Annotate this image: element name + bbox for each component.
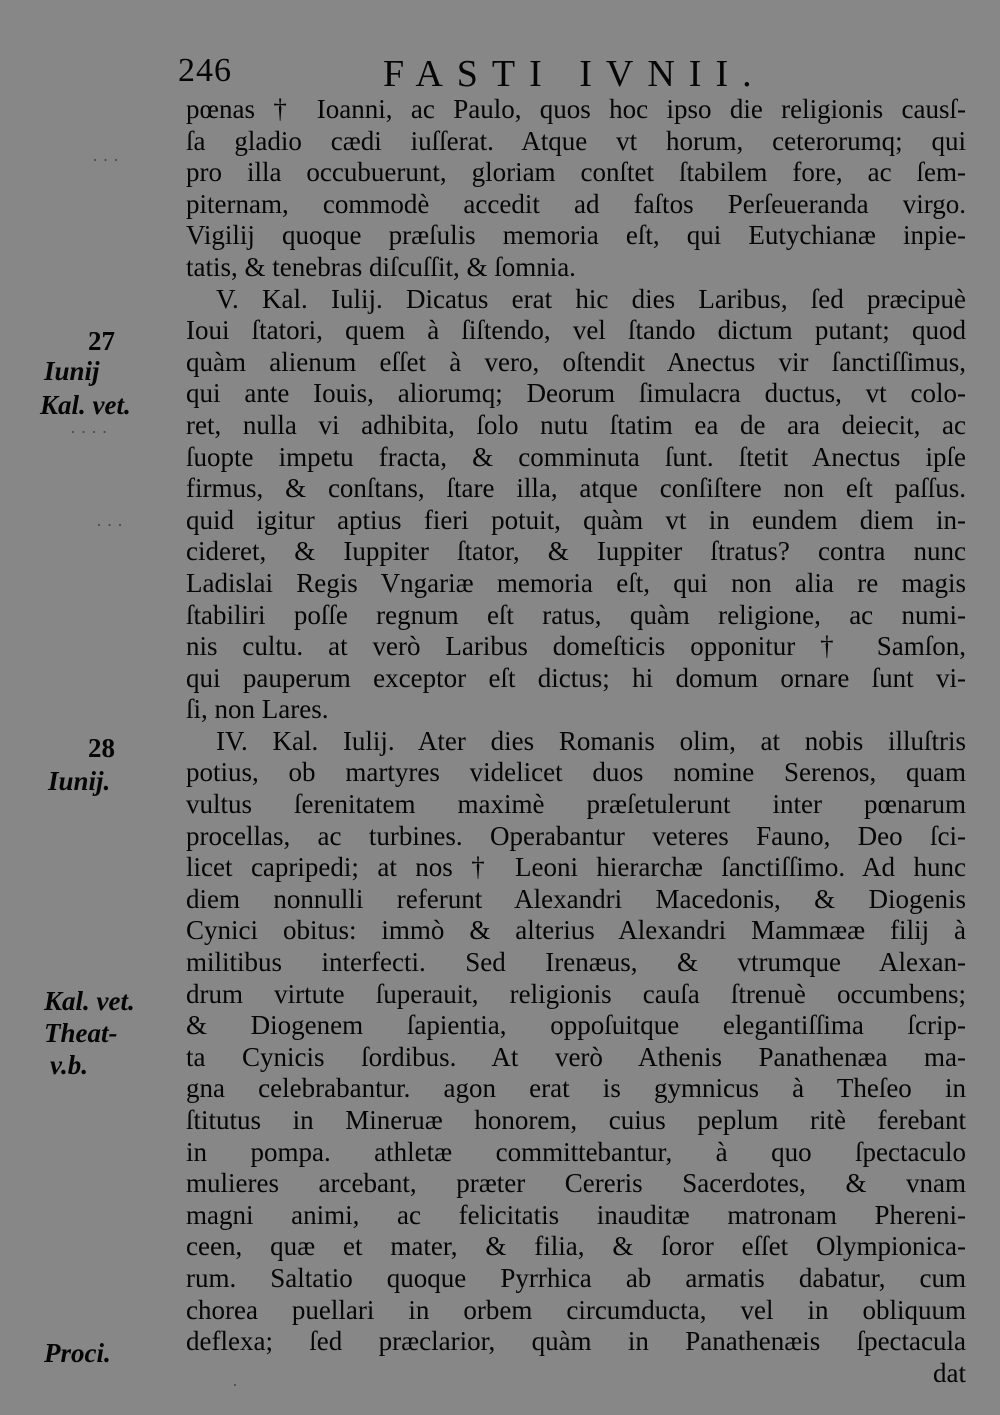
print-speck: · · · · — [70, 422, 108, 442]
text-line: firmus, & conſtans, ſtare illa, atque conſiſtere non eſt paſſus. — [186, 473, 966, 504]
margin-proci: Proci. — [44, 1338, 111, 1368]
margin-month-28: Iunij. — [48, 766, 111, 796]
margin-month-27: Iunij — [44, 356, 100, 386]
text-line: magni animi, ac felicitatis inauditæ matronam Phereni- — [186, 1199, 966, 1230]
margin-kal-vet-2: Kal. vet. — [44, 986, 135, 1016]
text-line: militibus interfecti. Sed Irenæus, & vtrumque Alexan- — [186, 947, 966, 978]
text-line: licet capripedi; at nos † Leoni hierarchæ ſanctiſſimo. Ad hunc — [186, 852, 966, 883]
body-text — [186, 94, 966, 1389]
text-line: ſa gladio cædi iuſſerat. Atque vt horum, ceterorumq; qui — [186, 125, 966, 156]
text-line: Ladislai Regis Vngariæ memoria eſt, qui non alia re magis — [186, 567, 966, 598]
text-line: quid igitur aptius fieri potuit, quàm vt in eundem diem in- — [186, 504, 966, 535]
text-line: ſi, non Lares. — [186, 694, 329, 725]
print-speck: · · · — [96, 515, 123, 535]
text-line: cideret, & Iuppiter ſtator, & Iuppiter ſtratus? contra nunc — [186, 536, 966, 567]
margin-kal-vet-1: Kal. vet. — [40, 390, 131, 420]
paragraph-start-line: IV. Kal. Iulij. Ater dies Romanis olim, at nobis illuſtris — [216, 725, 966, 756]
page-header — [178, 52, 968, 96]
margin-theat: Theat- — [44, 1018, 118, 1048]
text-line: mulieres arcebant, præter Cereris Sacerdotes, & vnam — [186, 1168, 966, 1199]
text-line: ceen, quæ et mater, & filia, & ſoror eſſet Olympionica- — [186, 1231, 966, 1262]
text-line: ſtabiliri poſſe regnum eſt ratus, quàm religione, ac numi- — [186, 599, 966, 630]
text-line: ta Cynicis ſordibus. At verò Athenis Panathenæa ma- — [186, 1041, 966, 1072]
paragraph-start-line: V. Kal. Iulij. Dicatus erat hic dies Laribus, ſed præcipuè — [216, 283, 966, 314]
margin-vb: v.b. — [50, 1050, 88, 1080]
print-speck: · — [232, 1375, 238, 1395]
running-title: FASTI IVNII. — [383, 53, 766, 95]
text-line: in pompa. athletæ committebantur, à quo ſpectaculo — [186, 1136, 966, 1167]
page-number: 246 — [178, 52, 232, 89]
text-line: & Diogenem ſapientia, oppoſuitque elegantiſſima ſcrip- — [186, 1010, 966, 1041]
text-line: ret, nulla vi adhibita, ſolo nutu ſtatim ea de ara deiecit, ac — [186, 409, 966, 440]
text-line: piternam, commodè accedit ad faſtos Perſeueranda virgo. — [186, 188, 966, 219]
text-line: pœnas † Ioanni, ac Paulo, quos hoc ipso die religionis causſ- — [186, 94, 966, 124]
text-line: ſuopte impetu fracta, & comminuta ſunt. ſtetit Anectus ipſe — [186, 441, 966, 472]
text-line: chorea puellari in orbem circumducta, vel in obliquum — [186, 1294, 966, 1325]
text-line: quàm alienum eſſet à vero, oſtendit Anectus vir ſanctiſſimus, — [186, 346, 966, 377]
text-line: diem nonnulli referunt Alexandri Macedonis, & Diogenis — [186, 883, 966, 914]
print-speck: · · · — [92, 150, 119, 170]
text-line: procellas, ac turbines. Operabantur veteres Fauno, Deo ſci- — [186, 820, 966, 851]
text-line: qui ante Iouis, aliorumq; Deorum ſimulacra ductus, vt colo- — [186, 378, 966, 409]
margin-date-28: 28 — [88, 733, 115, 763]
text-line: Cynici obitus: immò & alterius Alexandri Mammææ filij à — [186, 915, 966, 946]
text-line: qui pauperum exceptor eſt dictus; hi domum ornare ſunt vi- — [186, 662, 966, 693]
text-line: vultus ſerenitatem maximè præſetulerunt inter pœnarum — [186, 789, 966, 820]
text-line: pro illa occubuerunt, gloriam conſtet ſtabilem fore, ac ſem- — [186, 157, 966, 188]
text-line: ſtitutus in Mineruæ honorem, cuius peplum ritè ferebant — [186, 1105, 966, 1135]
margin-date-27: 27 — [88, 326, 115, 356]
text-line: gna celebrabantur. agon erat is gymnicus à Theſeo in — [186, 1073, 966, 1104]
text-line: tatis, & tenebras diſcuſſit, & ſomnia. — [186, 251, 576, 282]
text-line: Vigilij quoque præſulis memoria eſt, qui Eutychianæ inpie- — [186, 220, 966, 251]
catchword: dat — [933, 1357, 966, 1388]
text-line: nis cultu. at verò Laribus domeſticis opponitur † Samſon, — [186, 631, 966, 662]
text-line: rum. Saltatio quoque Pyrrhica ab armatis dabatur, cum — [186, 1262, 966, 1293]
text-line: drum virtute ſuperauit, religionis cauſa ſtrenuè occumbens; — [186, 978, 966, 1009]
text-line: potius, ob martyres videlicet duos nomine Serenos, quam — [186, 757, 966, 788]
text-line: Ioui ſtatori, quem à ſiſtendo, vel ſtando dictum putant; quod — [186, 315, 966, 346]
text-line: deflexa; ſed præclarior, quàm in Panathenæis ſpectacula — [186, 1326, 966, 1357]
